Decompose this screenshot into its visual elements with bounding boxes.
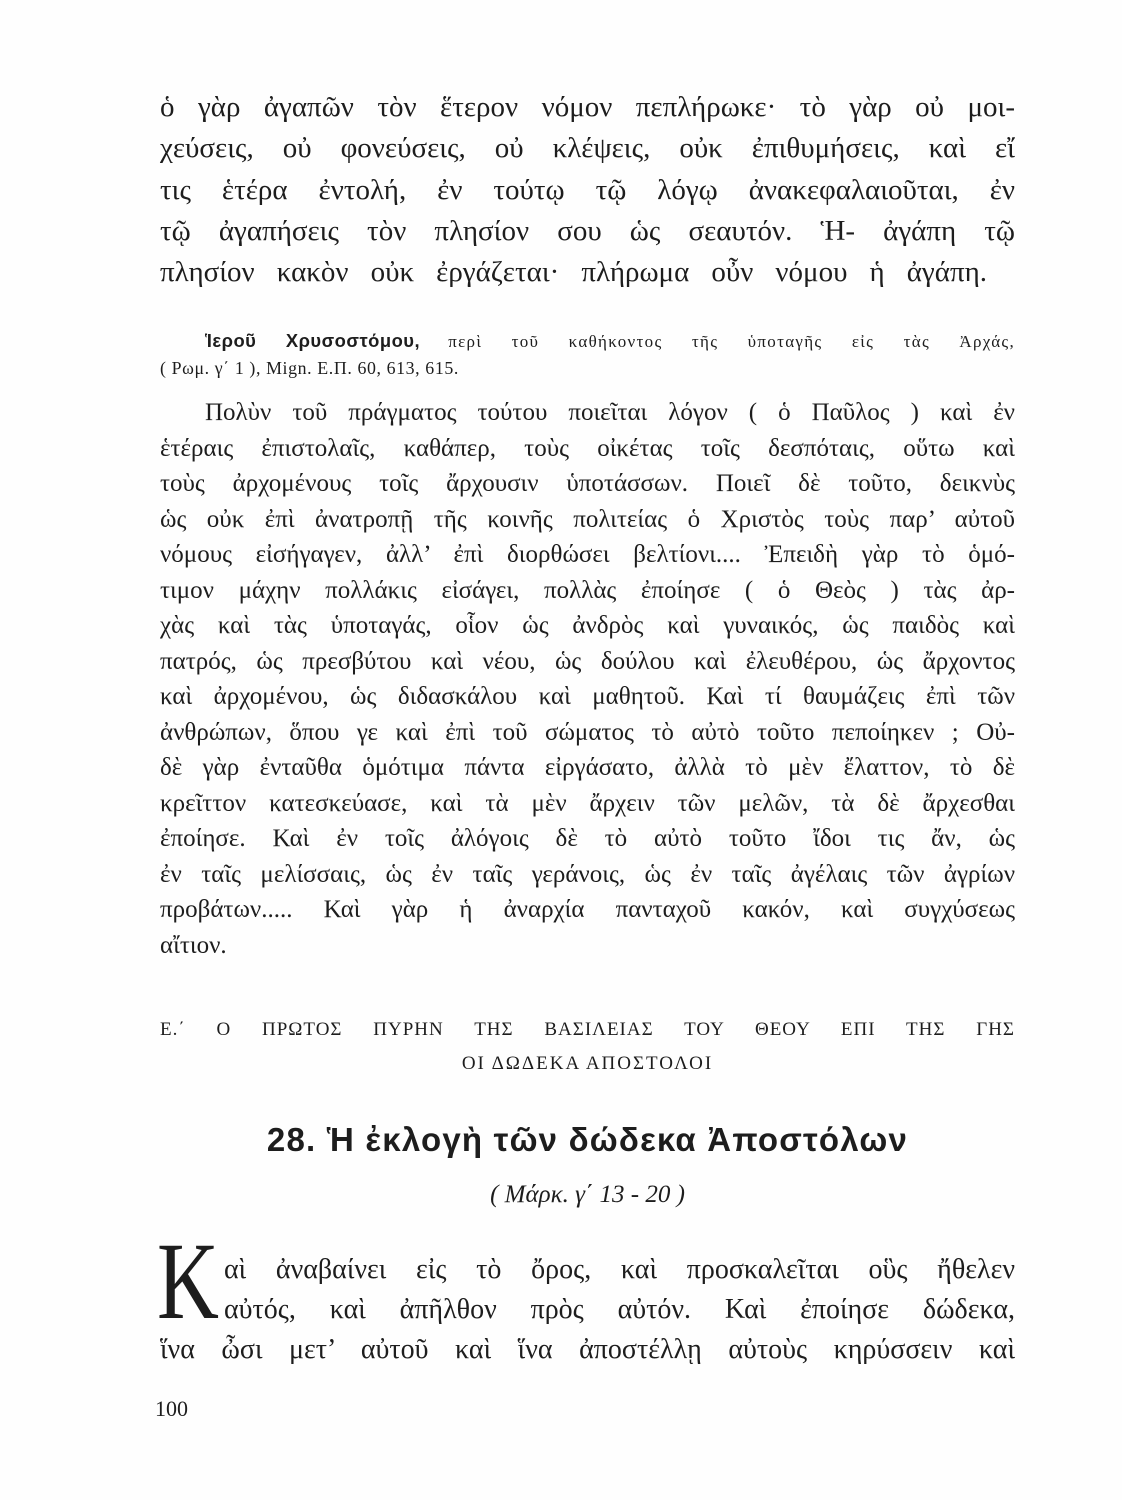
text-line: ὁ γὰρ ἀγαπῶν τὸν ἕτερον νόμον πεπλήρωκε· τὸ γὰρ οὐ μοι- [160,91,1015,123]
text-line: ἑτέραις ἐπιστολαῖς, καθάπερ, τοὺς οἰκέτας τοῖς δεσπόταις, οὕτω καὶ [160,434,1015,462]
text-line: αἴτιον. [160,931,227,959]
text-line: ὡς οὐκ ἐπὶ ἀνατροπῇ τῆς κοινῆς πολιτείας ὁ Χριστὸς τοὺς παρ’ αὐτοῦ [160,505,1015,533]
gospel-passage [160,1250,1015,1370]
text-line: δὲ γὰρ ἐνταῦθα ὁμότιμα πάντα εἰργάσατο, ἀλλὰ τὸ μὲν ἔλαττον, τὸ δὲ [160,754,1015,781]
text-line: ἐν ταῖς μελίσσαις, ὡς ἐν ταῖς γεράνοις, ὡς ἐν ταῖς ἀγέλαις τῶν ἀγρίων [160,860,1015,888]
citation-author: Ἱεροῦ Χρυσοστόμου, [205,330,421,351]
text-line: τιμον μάχην πολλάκις εἰσάγει, πολλὰς ἐποίησε ( ὁ Θεὸς ) τὰς ἀρ- [160,576,1015,604]
scripture-reference-text: ( Μάρκ. γ΄ 13 - 20 ) [490,1181,685,1208]
citation-line [160,355,1015,382]
quoted-passage [160,87,1015,293]
text-line: ἀνθρώπων, ὅπου γε καὶ ἐπὶ τοῦ σώματος τὸ αὐτὸ τοῦτο πεποίηκεν ; Οὐ- [160,718,1015,746]
text-line: τις ἑτέρα ἐντολή, ἐν τούτῳ τῷ λόγῳ ἀνακεφαλαιοῦται, ἐν [160,173,1015,206]
text-line: προβάτων..... Καὶ γὰρ ἡ ἀναρχία πανταχοῦ κακόν, καὶ συγχύσεως [160,896,1015,923]
commentary-passage [160,395,1015,963]
text-line: καὶ ἀρχομένου, ὡς διδασκάλου καὶ μαθητοῦ. Καὶ τί θαυμάζεις ἐπὶ τῶν [160,683,1015,710]
text-line: Πολὺν τοῦ πράγματος τούτου ποιεῖται λόγον ( ὁ Παῦλος ) καὶ ἐν [205,399,1015,426]
citation-work: περὶ τοῦ καθήκοντος τῆς ὑποταγῆς εἰς τὰς Ἀρχάς, [448,332,1016,351]
scripture-reference [160,1178,1015,1212]
citation-reference: ( Ρωμ. γ΄ 1 ), Mign. Ε.Π. 60, 613, 615. [160,358,459,378]
text-line: νόμους εἰσήγαγεν, ἀλλ’ ἐπὶ διορθώσει βελτίονι.... Ἐπειδὴ γὰρ τὸ ὁμό- [160,541,1015,568]
text-line: τοὺς ἀρχομένους τοῖς ἄρχουσιν ὑποτάσσων. Ποιεῖ δὲ τοῦτο, δεικνὺς [160,470,1015,497]
text-line: πλησίον κακὸν οὐκ ἐργάζεται· πλήρωμα οὖν νόμου ἡ ἀγάπη. [160,256,987,289]
chapter-title [160,1117,1015,1163]
text-line: ἵνα ὦσι μετ’ αὐτοῦ καὶ ἵνα ἀποστέλλῃ αὐτοὺς κηρύσσειν καὶ [160,1334,1015,1365]
text-line: αὐτός, καὶ ἀπῆλθον πρὸς αὐτόν. Καὶ ἐποίησε δώδεκα, [224,1294,1015,1325]
text-line: κρεῖττον κατεσκεύασε, καὶ τὰ μὲν ἄρχειν τῶν μελῶν, τὰ δὲ ἄρχεσθαι [160,789,1015,817]
citation-line [160,327,1015,355]
text-line: τῷ ἀγαπήσεις τὸν πλησίον σου ὡς σεαυτόν. Ἡ- ἀγάπη τῷ [160,214,1015,247]
text-line: χεύσεις, οὐ φονεύσεις, οὐ κλέψεις, οὐκ ἐπιθυμήσεις, καὶ εἴ [160,132,1015,165]
chapter-title-text: 28. Ἡ ἐκλογὴ τῶν δώδεκα Ἀποστόλων [266,1121,909,1158]
text-line: αὶ ἀναβαίνει εἰς τὸ ὄρος, καὶ προσκαλεῖται οὓς ἤθελεν [224,1254,1015,1285]
page-number: 100 [155,1396,188,1421]
text-line: χὰς καὶ τὰς ὑποταγάς, οἷον ὡς ἀνδρὸς καὶ γυναικός, ὡς παιδὸς καὶ [160,612,1015,639]
patristic-citation [160,327,1015,382]
section-heading [160,1013,1015,1081]
text-line: ἐποίησε. Καὶ ἐν τοῖς ἀλόγοις δὲ τὸ αὐτὸ τοῦτο ἴδοι τις ἄν, ὡς [160,825,1015,852]
section-heading-line: ΟΙ ΔΩΔΕΚΑ ΑΠΟΣΤΟΛΟΙ [461,1053,714,1074]
text-line: πατρός, ὡς πρεσβύτου καὶ νέου, ὡς δούλου καὶ ἐλευθέρου, ὡς ἄρχοντος [160,647,1015,675]
drop-cap: Κ [157,1220,219,1342]
section-heading-line: Ε.΄ Ο ΠΡΩΤΟΣ ΠΥΡΗΝ ΤΗΣ ΒΑΣΙΛΕΙΑΣ ΤΟΥ ΘΕΟΥ ΕΠΙ ΤΗΣ ΓΗΣ [160,1019,1015,1040]
